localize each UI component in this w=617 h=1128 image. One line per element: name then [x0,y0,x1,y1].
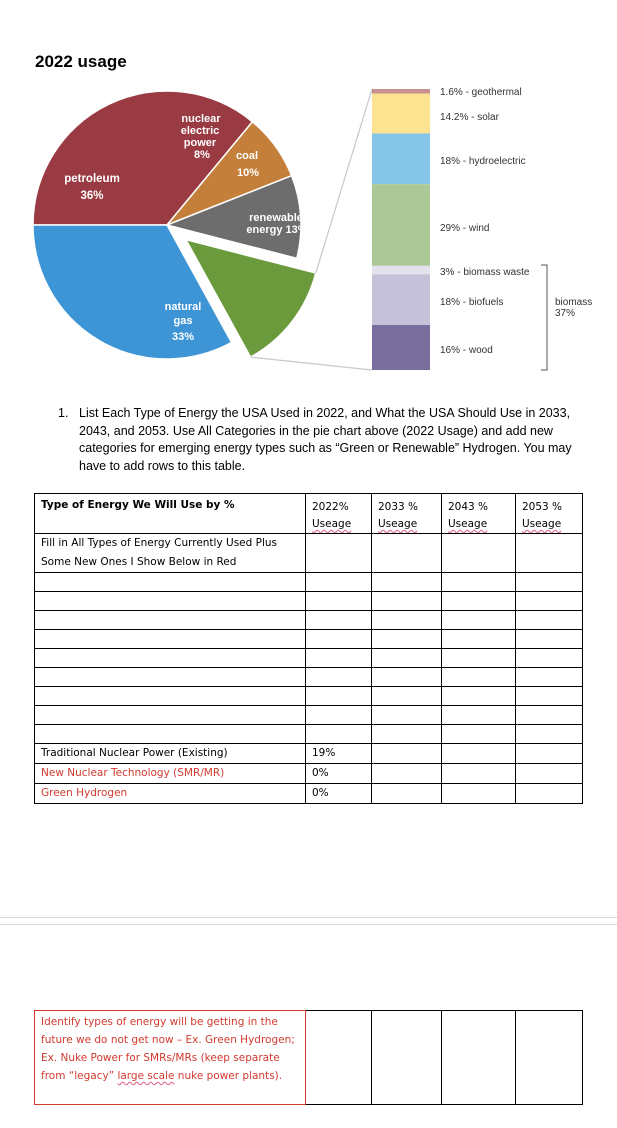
bar-segment-hydroelectric [372,133,430,184]
biomass-group-label: biomass [555,297,593,308]
table-cell[interactable] [372,592,442,611]
pie-label-renewable-2: energy 13% [246,224,308,236]
table-cell[interactable] [35,592,306,611]
table-cell[interactable] [442,592,516,611]
table-cell[interactable] [516,573,583,592]
table-cell[interactable] [372,573,442,592]
table-cell[interactable] [516,784,583,804]
table-cell[interactable] [372,744,442,764]
table-cell[interactable] [516,649,583,668]
bar-label-hydroelectric: 18% - hydroelectric [440,156,526,167]
biomass-bracket [541,265,547,370]
table-cell[interactable] [442,687,516,706]
table-row [35,649,583,668]
row-label-traditional-nuclear[interactable]: Traditional Nuclear Power (Existing) [35,744,306,764]
table-cell[interactable] [306,687,372,706]
table-cell[interactable] [516,611,583,630]
table-cell[interactable] [35,573,306,592]
header-year-2022[interactable] [306,494,372,534]
table-cell[interactable] [442,534,516,573]
question-text: List Each Type of Energy the USA Used in 2022, and What the USA Should Use in 2033, 2043, and 2053. Use All Categories in the pie chart above (2022 Usage) and add new categories for emerging energy types such as “Green or Renewable” Hydrogen. You may have to add rows to this table. [79,406,572,473]
header-useage-word: Useage [312,518,352,530]
table-cell[interactable] [372,784,442,804]
pie-label-nuclear-3: power [183,137,217,149]
page-divider [0,924,617,925]
table-header-row [35,494,583,534]
table-cell[interactable] [442,725,516,744]
table-row [35,611,583,630]
table-cell[interactable] [35,706,306,725]
header-useage-word: Useage [522,518,562,530]
table-row [35,706,583,725]
pie-label-renewable-1: renewable [249,212,303,224]
note-text: Identify types of energy will be getting in the future we do not get now – Ex. Green Hydrogen; Ex. Nuke Power for SMRs/MRs (keep separate from “legacy” [41,1016,295,1082]
table-cell[interactable] [516,706,583,725]
table-cell[interactable] [372,630,442,649]
table-cell[interactable] [516,1011,583,1105]
header-year-label: 2043 % [448,501,489,513]
table-cell[interactable] [372,611,442,630]
table-cell[interactable] [372,764,442,784]
table-cell[interactable] [442,649,516,668]
table-cell[interactable] [372,534,442,573]
table-cell[interactable] [35,687,306,706]
table-cell[interactable] [306,725,372,744]
bar-segment-biomass-waste [372,266,430,274]
header-year-label: 2022% [312,501,349,513]
table-cell[interactable] [372,649,442,668]
table-cell[interactable] [442,668,516,687]
table-cell[interactable] [516,668,583,687]
table-cell[interactable] [442,784,516,804]
bar-segment-solar [372,94,430,134]
header-useage-word: Useage [378,518,418,530]
table-row [35,784,583,804]
note-text: nuke power plants). [174,1070,283,1082]
page-divider [0,917,617,918]
table-cell[interactable] [306,592,372,611]
table-cell[interactable] [306,534,372,573]
table-cell[interactable] [372,1011,442,1105]
table-row [35,1011,583,1105]
pie-label-nuclear-2: electric [180,125,220,137]
bar-segment-wood [372,325,430,370]
pie-value-coal: 10% [236,167,260,179]
table-cell[interactable] [516,592,583,611]
energy-usage-table [34,493,583,804]
future-energy-table [34,1010,583,1105]
table-cell[interactable] [516,687,583,706]
table-cell[interactable] [442,1011,516,1105]
table-cell[interactable] [516,534,583,573]
table-cell[interactable] [306,630,372,649]
bar-segment-wind [372,184,430,266]
biomass-group-value: 37% [555,308,576,319]
table-cell[interactable] [372,668,442,687]
table-cell[interactable] [35,611,306,630]
bar-label-biofuels: 18% - biofuels [440,297,504,308]
bar-label-wind: 29% - wind [440,223,490,234]
table-cell[interactable] [306,573,372,592]
table-cell[interactable] [442,744,516,764]
table-cell[interactable] [516,630,583,649]
table-cell[interactable] [306,611,372,630]
table-cell[interactable] [306,706,372,725]
row-label-green-hydrogen[interactable]: Green Hydrogen [35,784,306,804]
value-2022[interactable]: 0% [306,784,372,804]
connector-line [316,89,372,273]
pie-label-gas-1: natural [164,301,202,313]
table-cell[interactable] [442,764,516,784]
question-number: 1. [58,406,69,420]
header-useage-word: Useage [448,518,488,530]
pie-label-gas-2: gas [173,315,193,327]
table-cell[interactable] [306,668,372,687]
table-row [35,725,583,744]
table-row [35,592,583,611]
connector-line [251,357,372,370]
table-cell[interactable] [442,573,516,592]
table-cell[interactable] [306,649,372,668]
table-row [35,764,583,784]
header-year-2043[interactable] [442,494,516,534]
pie-label-petroleum: petroleum [64,173,120,185]
pie-value-petroleum: 36% [80,190,104,202]
table-cell[interactable] [372,725,442,744]
bar-label-biomass-waste: 3% - biomass waste [440,267,530,278]
note-squiggle-text: large scale [117,1070,175,1082]
pie-value-gas: 33% [171,331,195,343]
table-cell[interactable] [35,649,306,668]
bar-label-solar: 14.2% - solar [440,112,499,123]
table-row [35,534,583,573]
energy-usage-chart [0,0,617,400]
pie-value-nuclear: 8% [194,149,210,161]
pie-label-coal: coal [235,150,259,162]
header-energy-type[interactable]: Type of Energy We Will Use by % [35,494,306,534]
table-cell[interactable] [442,630,516,649]
table-cell[interactable] [35,668,306,687]
value-2022[interactable]: 19% [306,744,372,764]
chart-title: 2022 usage [35,52,127,71]
future-energy-note[interactable] [35,1011,306,1105]
table-row [35,573,583,592]
table-cell[interactable] [516,744,583,764]
header-year-2033[interactable] [372,494,442,534]
table-row [35,630,583,649]
table-cell[interactable] [372,687,442,706]
bar-label-geothermal: 1.6% - geothermal [440,87,522,98]
header-year-label: 2033 % [378,501,419,513]
bar-label-wood: 16% - wood [440,345,493,356]
table-row [35,687,583,706]
table-cell[interactable] [442,611,516,630]
table-cell[interactable] [35,630,306,649]
table-cell[interactable] [442,706,516,725]
header-year-2053[interactable] [516,494,583,534]
table-row [35,668,583,687]
table-cell[interactable] [35,725,306,744]
table-cell[interactable] [372,706,442,725]
header-year-label: 2053 % [522,501,563,513]
fill-instruction-cell[interactable]: Fill in All Types of Energy Currently Used Plus Some New Ones I Show Below in Red [35,534,306,573]
table-cell[interactable] [516,725,583,744]
renewable-breakdown-bar [372,89,430,370]
table-row [35,744,583,764]
row-label-new-nuclear[interactable]: New Nuclear Technology (SMR/MR) [35,764,306,784]
table-cell[interactable] [516,764,583,784]
value-2022[interactable]: 0% [306,764,372,784]
table-cell[interactable] [306,1011,372,1105]
bar-segment-biofuels [372,274,430,325]
bar-segment-geothermal [372,89,430,94]
pie-label-nuclear-1: nuclear [181,113,221,125]
